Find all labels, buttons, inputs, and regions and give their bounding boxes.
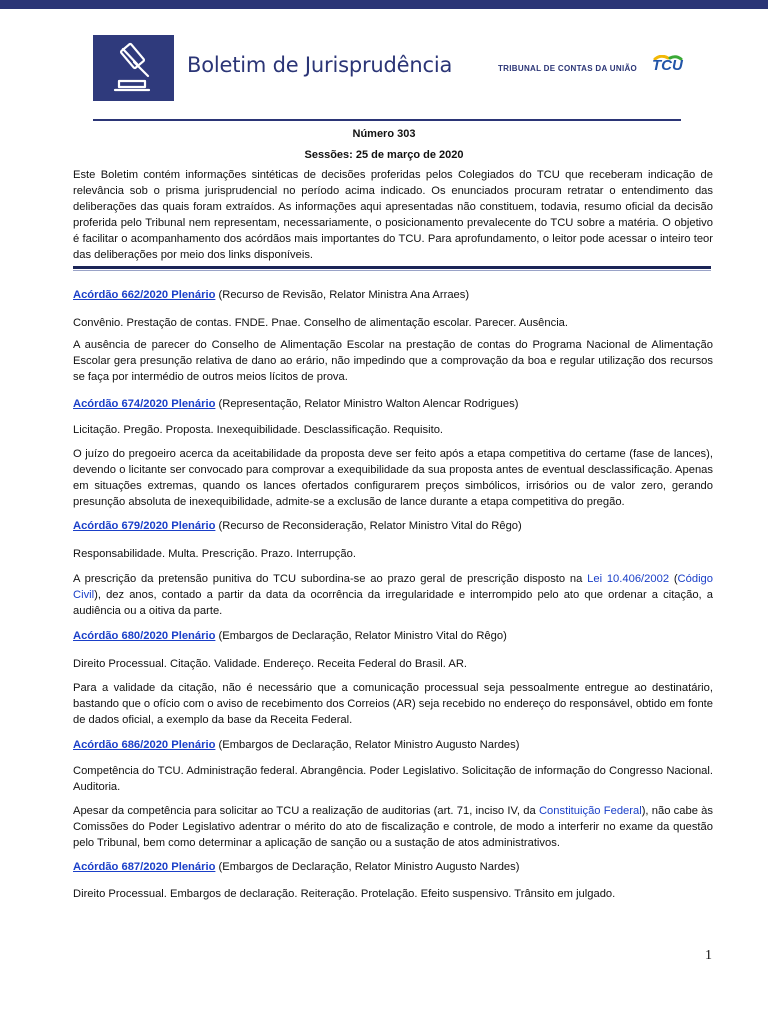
bulletin-title: Boletim de Jurisprudência xyxy=(187,53,453,77)
page-number: 1 xyxy=(705,948,712,963)
entry-meta: (Representação, Relator Ministro Walton Alencar Rodrigues) xyxy=(215,398,519,410)
entry-heading xyxy=(73,737,713,753)
organization-name: TRIBUNAL DE CONTAS DA UNIÃO xyxy=(498,64,638,73)
law-link[interactable]: Lei 10.406/2002 xyxy=(587,573,670,585)
entry-keywords: Competência do TCU. Administração federal. Abrangência. Poder Legislativo. Solicitação de informação do Congresso Nacional. Auditoria. xyxy=(73,765,713,793)
decision-link[interactable]: Acórdão 662/2020 Plenário xyxy=(73,289,216,301)
entry-heading xyxy=(73,859,713,875)
entry-summary: Para a validade da citação, não é necessário que a comunicação processual seja pessoalmente entregue ao destinatário, bastando que o ofício com o aviso de recebimento dos Correios (AR) seja recebido no endereço do responsável, obtido em fonte de dados oficial, a exemplo da base da Receita Federal. xyxy=(73,682,713,726)
decision-link[interactable]: Acórdão 687/2020 Plenário xyxy=(73,861,216,873)
entry-summary: A prescrição da pretensão punitiva do TCU subordina-se ao prazo geral de prescrição disposto na Lei 10.406/2002 (Código Civil), dez anos, contado a partir da data da ocorrência da irregularidade e interrompido pelo ato que ordenar a citação, a audiência ou a oitiva da parte. xyxy=(73,573,713,617)
intro-paragraph: Este Boletim contém informações sintéticas de decisões proferidas pelos Colegiados do TCU que receberam indicação de relevância sob o prisma jurisprudencial no período acima indicado. Os enunciados procuram retratar o entendimento das deliberações das quais foram extraídos. As informações aqui apresentadas não constituem, todavia, resumo oficial da decisão proferida pelo Tribunal nem representam, necessariamente, o posicionamento prevalecente do TCU sobre a matéria. O objetivo é facilitar o acompanhamento dos acórdãos mais importantes do TCU. Para aprofundamento, o leitor pode acessar o inteiro teor das deliberações por meio dos links disponíveis. xyxy=(73,169,713,261)
constitution-link[interactable]: Constituição Federal xyxy=(538,805,642,817)
tcu-logo-text: TCU xyxy=(652,57,683,74)
section-divider xyxy=(73,266,711,269)
entry-meta: (Embargos de Declaração, Relator Ministro Augusto Nardes) xyxy=(215,739,520,751)
entry-heading xyxy=(73,396,713,412)
entry-heading xyxy=(73,287,713,303)
entry-meta: (Recurso de Revisão, Relator Ministra Ana Arraes) xyxy=(215,289,470,301)
entry-heading xyxy=(73,518,713,534)
entry-keywords: Licitação. Pregão. Proposta. Inexequibilidade. Desclassificação. Requisito. xyxy=(73,424,444,436)
entry-keywords: Convênio. Prestação de contas. FNDE. Pnae. Conselho de alimentação escolar. Parecer. Ausência. xyxy=(73,317,569,329)
section-divider-shadow xyxy=(73,270,711,271)
decision-link[interactable]: Acórdão 680/2020 Plenário xyxy=(73,630,216,642)
entry-meta: (Embargos de Declaração, Relator Ministro Vital do Rêgo) xyxy=(215,630,507,642)
header-rule xyxy=(93,119,681,121)
decision-link[interactable]: Acórdão 686/2020 Plenário xyxy=(73,739,216,751)
decision-link[interactable]: Acórdão 679/2020 Plenário xyxy=(73,520,216,532)
entry-keywords: Direito Processual. Embargos de declaração. Reiteração. Protelação. Efeito suspensivo. Trânsito em julgado. xyxy=(73,888,616,900)
entry-keywords: Responsabilidade. Multa. Prescrição. Prazo. Interrupção. xyxy=(73,548,356,560)
decision-link[interactable]: Acórdão 674/2020 Plenário xyxy=(73,398,216,410)
issue-number: Número 303 xyxy=(352,128,416,140)
top-bar xyxy=(0,0,768,9)
gavel-logo-icon xyxy=(93,35,174,101)
entry-summary: O juízo do pregoeiro acerca da aceitabilidade da proposta deve ser feito após a etapa competitiva do certame (fase de lances), devendo o licitante ser convocado para comprovar a exequibilidade da sua proposta antes de eventual desclassificação. Apenas em situações extremas, quando os lances ofertados configurarem preços simbólicos, irrisórios ou de valor zero, gerando presunção absoluta de inexequibilidade, admite-se a exclusão de lance durante a etapa competitiva do pregão. xyxy=(73,448,713,508)
entry-heading xyxy=(73,628,713,644)
entry-meta: (Recurso de Reconsideração, Relator Ministro Vital do Rêgo) xyxy=(215,520,522,532)
entry-summary: Apesar da competência para solicitar ao TCU a realização de auditorias (art. 71, inciso IV, da Constituição Federal), não cabe às Comissões do Poder Legislativo adentrar o mérito do ato de fiscalização e controle, de modo a interferir no exame da questão pelo Tribunal, bem como determinar a aplicação de sanção ou a sustação de atos administrativos. xyxy=(73,805,713,849)
entry-keywords: Direito Processual. Citação. Validade. Endereço. Receita Federal do Brasil. AR. xyxy=(73,658,468,670)
issue-sessions: Sessões: 25 de março de 2020 xyxy=(304,149,464,161)
civil-code-link[interactable]: Código Civil xyxy=(73,573,713,601)
entry-summary: A ausência de parecer do Conselho de Alimentação Escolar na prestação de contas do Programa Nacional de Alimentação Escolar gera presunção relativa de dano ao erário, não impedindo que a comprovação da boa e regular utilização dos recursos se faça por intermédio de outros meios lícitos de prova. xyxy=(73,339,713,383)
entry-meta: (Embargos de Declaração, Relator Ministro Augusto Nardes) xyxy=(215,861,520,873)
